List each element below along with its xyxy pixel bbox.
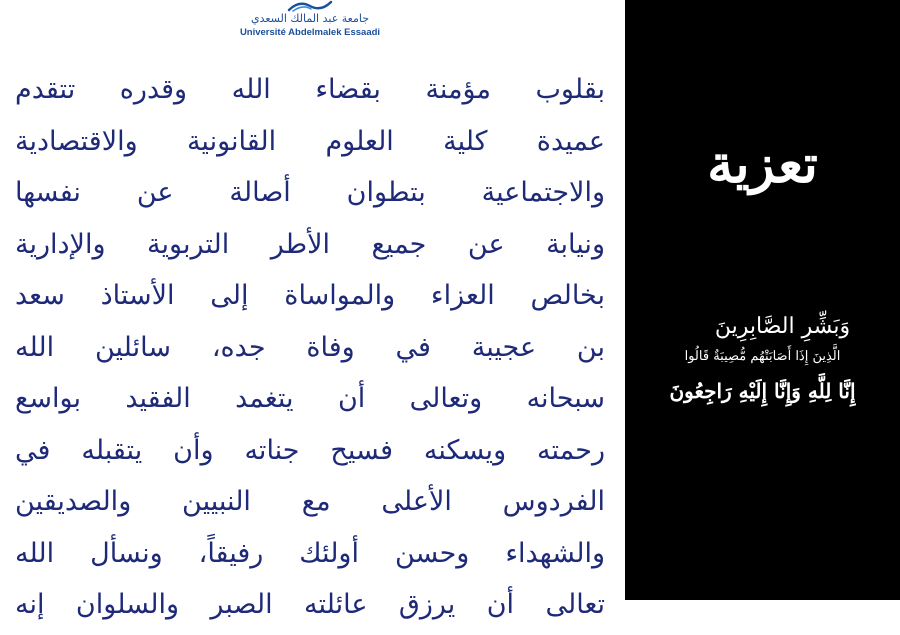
verse-line-1: وَبَشِّرِ الصَّابِرِينَ [714,314,851,339]
message-line: رحمته ويسكنه فسيح جناته وأن يتقبله في [15,434,605,466]
message-line: والشهداء وحسن أولئك رفيقاً، ونسأل الله [15,537,605,569]
message-line: ونيابة عن جميع الأطر التربوية والإدارية [15,228,605,260]
logo-arabic-text: جامعة عبد المالك السعدي [250,12,370,25]
quran-verse [625,312,900,408]
message-line: الفردوس الأعلى مع النبيين والصديقين [15,486,605,517]
condolence-title: تعزية [707,134,818,195]
message-line: سبحانه وتعالى أن يتغمد الفقيد بواسع [15,383,605,414]
university-logo [230,0,390,44]
message-line: عميدة كلية العلوم القانونية والاقتصادية [15,125,605,157]
condolence-sidebar [625,0,900,600]
message-line: والاجتماعية بتطوان أصالة عن نفسها [15,177,605,208]
logo-emblem-icon [287,0,333,12]
message-line: تعالى أن يرزق عائلته الصبر والسلوان إنه [15,589,605,620]
message-line: بقلوب مؤمنة بقضاء الله وقدره تتقدم [15,74,605,105]
condolence-message [15,68,605,635]
verse-line-3: إِنَّا لِلَّهِ وَإِنَّا إِلَيْهِ رَاجِعُونَ [669,379,856,403]
message-line: بن عجيبة في وفاة جده، سائلين الله [15,331,605,363]
verse-line-2: الَّذِينَ إِذَا أَصَابَتْهُم مُّصِيبَةٌ قَالُوا [684,349,841,364]
message-line: بخالص العزاء والمواساة إلى الأستاذ سعد [15,280,605,311]
logo-french-text: Université Abdelmalek Essaadi [239,27,381,38]
